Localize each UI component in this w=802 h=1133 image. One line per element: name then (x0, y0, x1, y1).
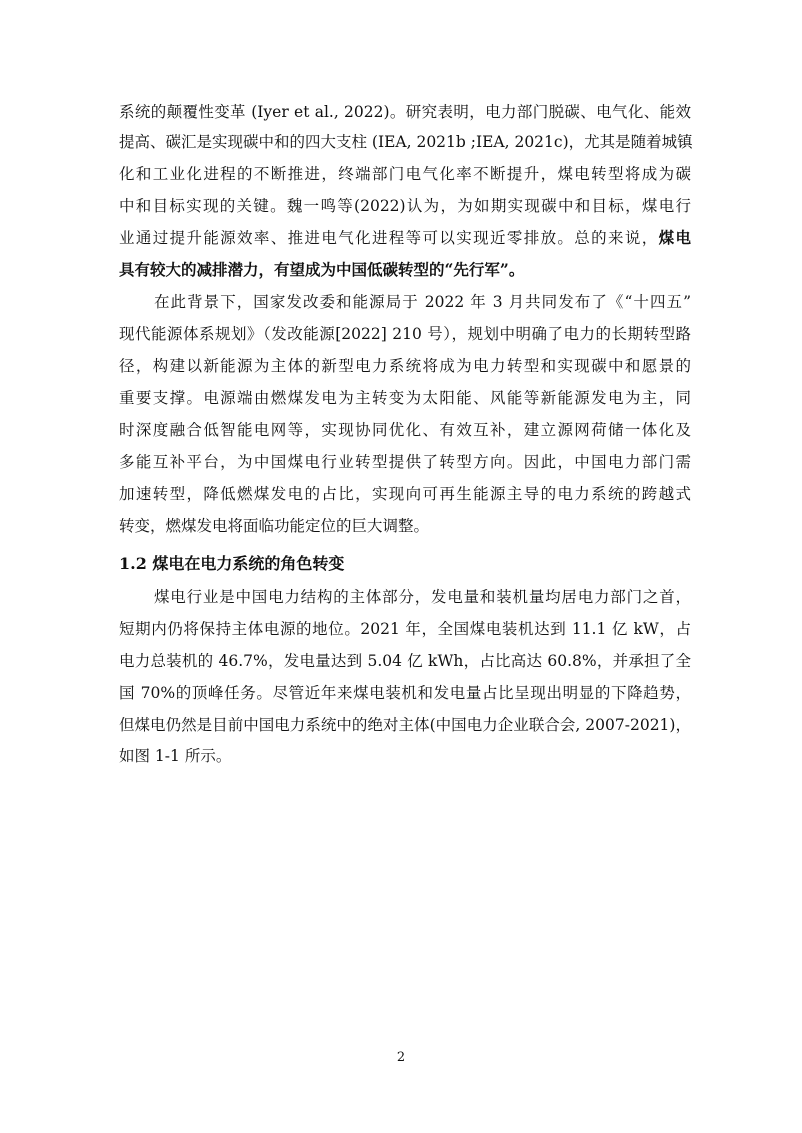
paragraph1-line5-bold: 煤电 (658, 228, 691, 247)
paragraph2-line5: 时深度融合低智能电网等，实现协同优化、有效互补，建立源网荷储一体化及 (119, 421, 691, 439)
paragraph2-line3: 径，构建以新能源为主体的新型电力系统将成为电力转型和实现碳中和愿景的 (119, 357, 691, 375)
paragraph1-line4: 中和目标实现的关键。魏一鸣等(2022)认为，为如期实现碳中和目标，煤电行 (119, 197, 691, 215)
paragraph1-line5 (119, 228, 691, 248)
paragraph2-line8: 转变，燃煤发电将面临功能定位的巨大调整。 (119, 517, 430, 535)
paragraph2-line6: 多能互补平台，为中国煤电行业转型提供了转型方向。因此，中国电力部门需 (119, 453, 691, 471)
paragraph3-line5: 但煤电仍然是目前中国电力系统中的绝对主体(中国电力企业联合会, 2007-2021)， (119, 716, 691, 734)
paragraph1-line5-normal: 业通过提升能源效率、推进电气化进程等可以实现近零排放。总的来说， (119, 229, 659, 247)
paragraph3-line6: 如图 1-1 所示。 (119, 747, 232, 765)
page-number: 2 (396, 1050, 406, 1065)
paragraph3-line1: 煤电行业是中国电力结构的主体部分，发电量和装机量均居电力部门之首， (154, 588, 691, 606)
paragraph1-line1: 系统的颠覆性变革 (Iyer et al., 2022)。研究表明，电力部门脱碳、电气化、能效 (119, 103, 691, 121)
paragraph3-line4: 国 70%的顶峰任务。尽管近年来煤电装机和发电量占比呈现出明显的下降趋势， (119, 684, 691, 702)
paragraph2-line2: 现代能源体系规划》（发改能源[2022] 210 号），规划中明确了电力的长期转型路 (119, 325, 691, 343)
paragraph1-line2: 提高、碳汇是实现碳中和的四大支柱 (IEA, 2021b ;IEA, 2021c)，尤其是随着城镇 (119, 133, 693, 151)
paragraph1-line3: 化和工业化进程的不断推进，终端部门电气化率不断提升，煤电转型将成为碳 (119, 165, 691, 183)
section-heading: 1.2 煤电在电力系统的角色转变 (119, 554, 345, 573)
paragraph2-line7: 加速转型，降低燃煤发电的占比，实现向可再生能源主导的电力系统的跨越式 (119, 485, 691, 503)
paragraph3-line2: 短期内仍将保持主体电源的地位。2021 年，全国煤电装机达到 11.1 亿 kW，占 (119, 620, 691, 638)
paragraph1-line6-bold: 具有较大的减排潜力，有望成为中国低碳转型的“先行军”。 (119, 260, 525, 279)
paragraph2-line4: 重要支撑。电源端由燃煤发电为主转变为太阳能、风能等新能源发电为主，同 (119, 389, 691, 407)
paragraph2-line1: 在此背景下，国家发改委和能源局于 2022 年 3 月共同发布了《“十四五” (154, 293, 691, 311)
paragraph3-line3: 电力总装机的 46.7%，发电量达到 5.04 亿 kWh，占比高达 60.8%，并承担了全 (119, 652, 691, 670)
